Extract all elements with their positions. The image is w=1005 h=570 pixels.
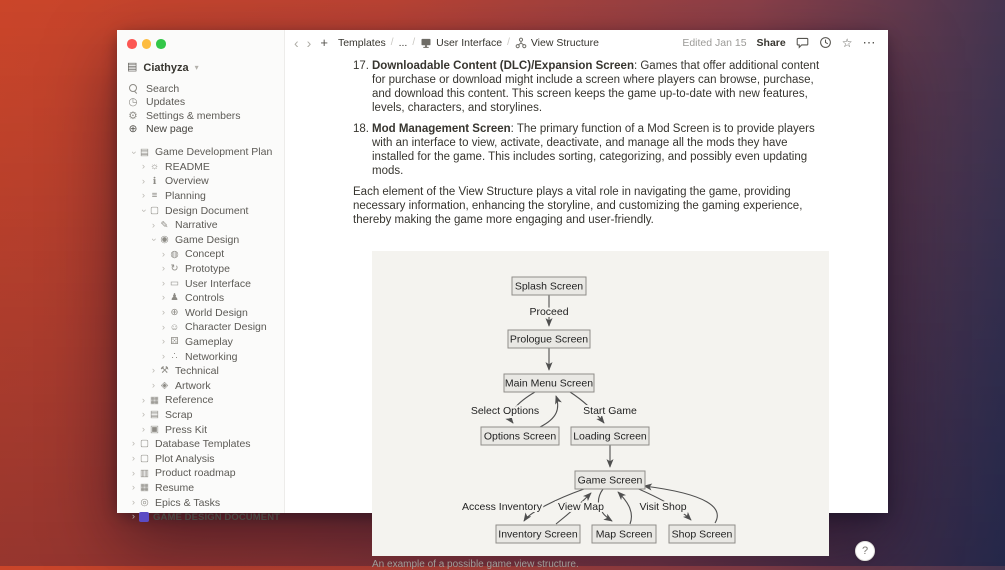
sidebar-tree-item-artwork[interactable] [117,379,284,394]
gear-icon: ⚙ [128,109,138,122]
sidebar-item-label: Updates [146,96,186,109]
diagram-node-map [592,525,656,543]
chevron-right-icon[interactable]: › [141,394,146,406]
chevron-down-icon[interactable]: › [148,238,160,242]
chevron-right-icon[interactable]: › [131,438,136,450]
chevron-right-icon[interactable]: › [161,277,166,289]
sidebar-tree-item-controls[interactable] [117,291,284,306]
chart-icon: ▥ [140,467,149,479]
topbar-actions [682,36,876,49]
clock-icon [819,36,832,49]
sidebar-item-settings[interactable] [117,109,284,123]
network-icon: ∴ [171,350,178,362]
chevron-right-icon[interactable]: › [161,321,166,333]
target-icon: ◎ [140,496,149,508]
diagram-node-options [481,427,559,445]
breadcrumb-user-interface[interactable]: User Interface [420,37,502,49]
close-window-button[interactable] [127,39,137,49]
clock-icon: ◷ [128,96,138,108]
sidebar-tree-item-world-design[interactable] [117,306,284,321]
sidebar-tree-item-concept[interactable] [117,247,284,262]
window-controls [117,30,284,56]
pencil-icon: ✎ [160,219,169,231]
list-item-bold: Downloadable Content (DLC)/Expansion Screen [372,60,634,72]
list-number: 17. [353,60,369,72]
diagram-edge-label: Start Game [583,405,637,417]
chevron-toggle-icon: ▾ [194,63,199,72]
chevron-right-icon[interactable]: › [161,292,166,304]
briefcase-icon: ▣ [150,423,159,435]
sidebar-tree-item-readme[interactable] [117,160,284,175]
chevron-right-icon[interactable]: › [141,423,146,435]
person-icon: ☺ [169,321,180,333]
diagram-node-prologue [508,330,590,348]
chevron-right-icon[interactable]: › [161,263,166,275]
svg-text:Main Menu Screen: Main Menu Screen [504,377,594,390]
sidebar-item-search[interactable] [117,82,284,96]
sidebar-nav [117,82,284,136]
diagram-node-game [575,471,645,489]
palette-icon: ◈ [160,380,169,392]
list-item-17 [353,59,830,115]
tree-item-label: GAME DESIGN DOCUMENT [153,511,281,523]
tree-item-label: World Design [185,306,248,319]
diagram-node-shop [669,525,735,543]
list-item-text: : Games that offer additional content for purchase or download might include a screen where players can browse, purchase, and download this content. This screen keeps the game up-to-date with new features, levels, characters, and storylines. [372,60,820,114]
list-item-18 [353,122,830,178]
tree-item-label: Database Templates [155,438,251,451]
sidebar-tree-item-game-design[interactable] [117,233,284,248]
hierarchy-icon [515,37,527,49]
chevron-right-icon[interactable]: › [161,248,166,260]
breadcrumb-templates[interactable]: Templates [337,36,386,49]
favorite-star-button[interactable]: ☆ [841,35,853,50]
chevron-right-icon[interactable]: › [131,453,136,465]
diagram-edge-label: Visit Shop [639,501,687,513]
main-area [285,30,888,570]
tree-item-label: Artwork [175,379,211,392]
breadcrumb-separator: / [412,37,416,48]
diagram-edge-label: Select Options [470,405,540,417]
flowchart [372,251,829,556]
sidebar-tree-item-scrap[interactable] [117,408,284,423]
forward-button[interactable]: › [306,34,312,51]
sidebar-tree-item-character-design[interactable] [117,320,284,335]
document-icon: ▢ [150,204,159,216]
back-button[interactable]: ‹ [294,34,299,51]
info-icon: ℹ [152,175,157,187]
chevron-right-icon[interactable]: › [141,409,146,421]
sidebar-tree-item-database-templates[interactable] [117,437,284,452]
sidebar-tree-item-overview[interactable] [117,174,284,189]
tree-item-label: Character Design [185,321,267,334]
stack-icon: ▤ [150,409,159,421]
svg-text:Inventory Screen: Inventory Screen [498,528,578,541]
tree-item-label: Scrap [165,408,193,421]
sidebar-tree-item-game-design-document[interactable] [117,510,284,525]
tree-item-label: Product roadmap [155,467,236,480]
sidebar-tree-item-reference[interactable] [117,393,284,408]
svg-text:Shop Screen: Shop Screen [671,528,733,541]
svg-text:Splash Screen: Splash Screen [514,280,584,293]
svg-text:Map Screen: Map Screen [595,528,653,541]
diagram-node-splash [512,277,586,295]
book-icon: ▤ [140,146,149,158]
view-structure-diagram[interactable] [372,251,829,556]
sidebar-tree-item-planning[interactable] [117,189,284,204]
tree-item-label: Game Design [175,233,240,246]
sidebar-tree-item-plot-analysis[interactable] [117,451,284,466]
more-options-button[interactable]: ⋯ [862,35,876,50]
chevron-right-icon[interactable]: › [141,190,146,202]
tree-item-label: Concept [185,248,225,261]
sidebar-item-label: Search [146,82,180,95]
tree-item-label: Controls [185,292,225,305]
chevron-down-icon[interactable]: › [128,150,140,154]
chevron-down-icon[interactable]: › [138,209,150,213]
notion-window [117,30,888,570]
diagram-node-inventory [496,525,580,543]
sidebar-tree-item-prototype[interactable] [117,262,284,277]
edited-timestamp: Edited Jan 15 [682,36,747,49]
tree-item-label: Resume [155,481,195,494]
sidebar-tree-item-press-kit[interactable] [117,422,284,437]
calendar-icon: ▦ [140,482,149,494]
breadcrumb-separator: / [507,37,510,48]
sidebar-item-label: New page [146,123,194,136]
tree-item-label: Game Development Plan [155,146,273,159]
tree-item-label: Narrative [175,219,218,232]
tree-item-label: Press Kit [165,423,208,436]
diagram-edge-label: View Map [558,501,604,513]
sidebar-item-new-page[interactable] [117,123,284,137]
bulb-icon: ◍ [170,248,179,260]
sidebar-page-tree [117,145,284,524]
refresh-icon: ↻ [170,263,179,275]
workspace-name: Ciathyza [143,61,189,74]
list-number: 18. [353,123,369,135]
gdd-badge [139,512,149,522]
chevron-right-icon[interactable]: › [161,336,166,348]
chevron-right-icon[interactable]: › [131,511,136,523]
help-button[interactable]: ? [855,541,875,561]
breadcrumb-separator: / [390,37,394,48]
tree-item-label: Plot Analysis [155,452,215,465]
chevron-right-icon[interactable]: › [161,350,166,362]
sidebar-item-updates[interactable] [117,96,284,110]
breadcrumb-ellipsis[interactable]: ... [398,36,408,49]
sidebar-tree-item-epics-tasks[interactable] [117,495,284,510]
search-icon [127,83,139,94]
workspace-switcher[interactable] [117,59,284,76]
share-button[interactable]: Share [756,36,786,49]
sidebar-tree-item-product-roadmap[interactable] [117,466,284,481]
list-item-bold: Mod Management Screen [372,123,511,135]
controller-icon: ◉ [160,234,169,246]
tree-item-label: Prototype [185,263,230,276]
die-icon: ⚄ [170,336,179,348]
notebook-icon: ▤ [127,61,138,73]
chevron-right-icon[interactable]: › [131,482,136,494]
tree-item-label: Gameplay [185,336,233,349]
svg-text:Game Screen: Game Screen [577,474,643,487]
sidebar-tree-item-networking[interactable] [117,349,284,364]
figure-caption: An example of a possible game view structure. [372,559,579,570]
list-icon: ≡ [151,190,158,202]
sidebar-tree-item-resume[interactable] [117,481,284,496]
tree-item-label: Epics & Tasks [155,496,221,509]
tree-item-label: Planning [165,190,206,203]
tree-item-label: User Interface [185,277,251,290]
diagram-edge-label: Access Inventory [462,501,542,513]
breadcrumb-view-structure[interactable]: View Structure [515,37,599,49]
closing-paragraph: Each element of the View Structure plays a vital role in navigating the game, providing necessary information, enhancing the storyline, and customizing the gaming experience, thereby making the game more engaging and user-friendly. [353,186,803,226]
hammer-icon: ⚒ [160,365,169,377]
sidebar-tree-item-gameplay[interactable] [117,335,284,350]
new-page-icon[interactable]: + [320,35,328,50]
sidebar-item-label: Settings & members [146,109,241,122]
monitor-icon [420,37,432,49]
svg-text:Options Screen: Options Screen [483,430,557,443]
chevron-right-icon[interactable]: › [151,219,156,231]
sidebar-tree-item-narrative[interactable] [117,218,284,233]
chevron-right-icon[interactable]: › [151,380,156,392]
tree-item-label: Design Document [165,204,249,217]
chevron-right-icon[interactable]: › [131,467,136,479]
tree-item-label: README [165,160,210,173]
chevron-right-icon[interactable]: › [141,175,146,187]
tree-item-label: Reference [165,394,214,407]
diagram-node-mainmenu [504,374,594,392]
svg-text:Loading Screen: Loading Screen [573,430,647,443]
tree-item-label: Networking [185,350,238,363]
sidebar-tree-item-technical[interactable] [117,364,284,379]
svg-text:Prologue Screen: Prologue Screen [509,333,589,346]
comments-button[interactable] [796,36,809,49]
page-icon: ▢ [140,453,149,465]
chevron-right-icon[interactable]: › [131,496,136,508]
page-icon: ▢ [140,438,149,450]
minimize-window-button[interactable] [142,39,152,49]
comment-icon [796,36,809,49]
plus-circle-icon: ⊕ [128,123,138,135]
joystick-icon: ♟ [170,292,179,304]
zoom-window-button[interactable] [156,39,166,49]
tree-item-label: Technical [175,365,219,378]
list-item-text: : The primary function of a Mod Screen is to provide players with an interface to view, activate, deactivate, and manage all the mods they have installed for the game. This includes sorting, categorizing, and possibly even updating mods. [372,123,815,177]
diagram-edge-label: Proceed [529,306,569,318]
page-content [285,55,888,570]
chevron-right-icon[interactable]: › [161,307,166,319]
diagram-node-loading [571,427,649,445]
sparkle-icon: ☼ [150,161,159,173]
topbar [285,30,888,55]
table-icon: ▦ [150,394,159,406]
sidebar [117,30,285,523]
sidebar-tree-item-game-development-plan[interactable] [117,145,284,160]
history-button[interactable] [819,36,832,49]
monitor-icon: ▭ [170,277,179,289]
globe-icon: ⊕ [170,307,179,319]
chevron-right-icon[interactable]: › [151,365,156,377]
breadcrumb [338,37,599,49]
tree-item-label: Overview [165,175,209,188]
chevron-right-icon[interactable]: › [141,161,146,173]
sidebar-tree-item-user-interface[interactable] [117,276,284,291]
sidebar-tree-item-design-document[interactable] [117,203,284,218]
